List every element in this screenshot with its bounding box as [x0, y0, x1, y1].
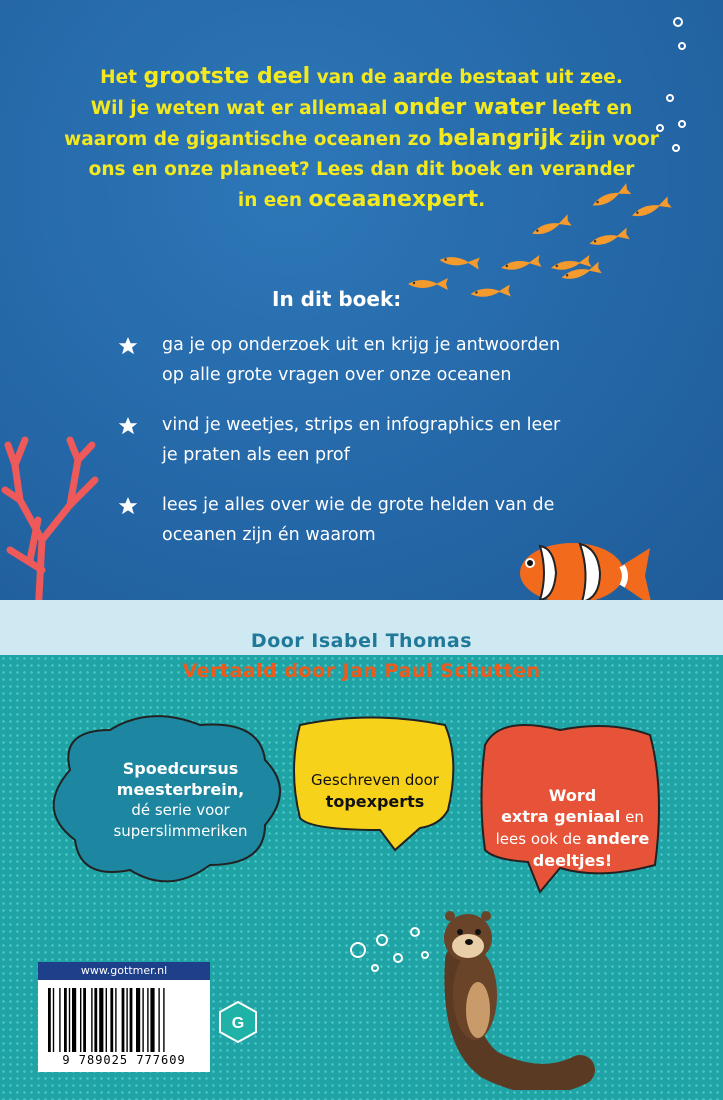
section-heading: In dit boek: — [272, 287, 402, 311]
barcode-bar — [158, 988, 159, 1052]
barcode — [48, 988, 200, 1052]
star-icon — [118, 336, 138, 356]
publisher-logo — [218, 1000, 258, 1044]
barcode-bar — [126, 988, 127, 1052]
barcode-bar — [99, 988, 103, 1052]
barcode-bar — [48, 988, 51, 1052]
barcode-bar — [72, 988, 76, 1052]
fish-school-illustration — [400, 180, 690, 310]
right-bubble-text: Word extra geniaal en lees ook de andere deeltjes! — [495, 786, 650, 870]
barcode-bar — [59, 988, 60, 1052]
isbn-number: 9 789025 777609 — [62, 1053, 186, 1067]
translator-credit: Vertaald door Jan Paul Schutten — [182, 660, 541, 682]
barcode-bar — [94, 988, 97, 1052]
list-item: ga je op onderzoek uit en krijg je antwoorden op alle grote vragen over onze oceanen — [118, 330, 598, 390]
coral-illustration — [0, 420, 110, 620]
barcode-bar — [150, 988, 154, 1052]
barcode-bar — [163, 988, 164, 1052]
middle-bubble-text: Geschreven door topexperts — [311, 771, 439, 811]
barcode-bar — [106, 988, 107, 1052]
barcode-bar — [110, 988, 113, 1052]
barcode-bar — [83, 988, 86, 1052]
star-icon — [118, 416, 138, 436]
barcode-bar — [91, 988, 92, 1052]
intro-text: Het grootste deel van de aarde bestaat uit zee. Wil je weten wat er allemaal onder water leeft en waarom de gigantische oceanen zo belangrijk zijn voor ons en onze planeet? Lees dan dit boek en verander in een oceaanexpert. — [64, 64, 659, 212]
barcode-bar — [147, 988, 148, 1052]
barcode-bar — [115, 988, 116, 1052]
barcode-bar — [53, 988, 54, 1052]
left-bubble-text: Spoedcursus meesterbrein, dé serie voor superslimmeriken — [113, 759, 248, 840]
barcode-bar — [122, 988, 125, 1052]
barcode-bar — [130, 988, 133, 1052]
otter-illustration — [400, 900, 600, 1090]
star-icon — [118, 496, 138, 516]
barcode-bar — [136, 988, 140, 1052]
credits — [0, 626, 723, 686]
barcode-bar — [64, 988, 67, 1052]
list-item: vind je weetjes, strips en infographics en leer je praten als een prof — [118, 410, 598, 470]
barcode-bar — [69, 988, 70, 1052]
svg-text:G: G — [231, 1015, 245, 1032]
publisher-url: www.gottmer.nl — [38, 962, 210, 980]
list-item: lees je alles over wie de grote helden van de oceanen zijn én waarom — [118, 490, 598, 550]
barcode-bar — [80, 988, 81, 1052]
barcode-bar — [142, 988, 143, 1052]
author-credit: Door Isabel Thomas — [250, 630, 473, 652]
